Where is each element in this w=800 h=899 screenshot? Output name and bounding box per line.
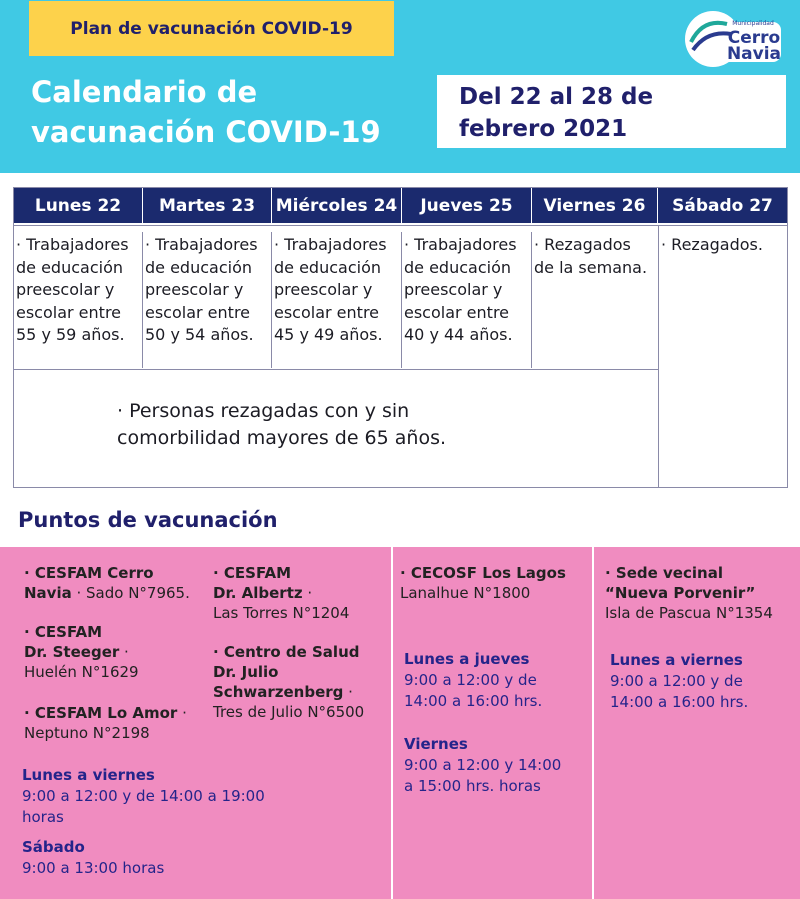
logo-word-navia: Navia [726,44,782,64]
location-cesfam-lo-amor [24,703,214,743]
cell-line: de educación [145,257,252,277]
location-name: “Nueva Porvenir” [605,584,756,602]
cell-line: de educación [404,257,511,277]
cell-line: escolar entre [404,302,510,322]
logo-small-text: Municipalidad [732,20,774,27]
note-line-1: · Personas rezagadas con y sin [117,400,410,422]
cell-line: · Rezagados. [661,235,763,254]
hours-line: 9:00 a 12:00 y de [404,671,537,689]
cell-line: escolar entre [274,302,380,322]
cell-line: preescolar y [404,280,503,299]
title-line-1: Calendario de [31,75,258,109]
row-divider [14,369,659,370]
separator: · [302,584,313,602]
location-address: · Sado N°7965. [71,584,190,602]
separator: · [177,704,187,722]
location-name: Dr. Steeger [24,643,120,661]
date-line-2: febrero 2021 [459,116,628,142]
column-divider [391,547,393,899]
location-address: Huelén N°1629 [24,663,139,681]
cell-line: preescolar y [145,280,244,299]
location-centro-salud [213,642,388,722]
day-header-friday: Viernes 26 [532,188,658,223]
day-header-saturday: Sábado 27 [658,188,787,223]
logo-word-cerro: Cerro [727,28,781,48]
cell-line: 50 y 54 años. [145,325,254,344]
location-address: Isla de Pascua N°1354 [605,604,773,622]
cell-line: · Trabajadores [16,235,129,254]
location-cesfam-albertz [213,563,388,623]
date-range-box [437,75,786,148]
location-name: · Sede vecinal [605,564,723,582]
location-name: Dr. Julio [213,663,279,681]
location-name: · CECOSF Los Lagos [400,564,566,582]
location-name: · CESFAM [24,623,103,641]
schedule-cell-monday [14,232,143,368]
plan-label: Plan de vacunación COVID-19 [29,1,394,56]
hours-line: 9:00 a 12:00 y de [610,672,743,690]
day-header-wednesday: Miércoles 24 [272,188,402,223]
location-name: Dr. Albertz [213,584,303,602]
schedule-cell-thursday [402,232,532,368]
cell-line: preescolar y [16,280,115,299]
hours-text [22,786,382,828]
page-title [31,72,431,152]
location-cesfam-steeger [24,622,214,682]
hours-heading: Lunes a jueves [404,650,530,668]
hours-line: a 15:00 hrs. horas [404,777,541,795]
schedule-cell-tuesday [143,232,272,368]
location-name: · CESFAM Cerro [24,564,154,582]
puntos-title: Puntos de vacunación [18,508,278,532]
hours-text [610,671,795,713]
hours-text [404,755,589,797]
location-address: Tres de Julio N°6500 [213,703,365,721]
title-line-2: vacunación COVID-19 [31,115,381,149]
schedule-cell-friday [532,232,659,368]
schedule-cell-saturday [659,232,787,368]
cell-line: · Rezagados [534,235,631,254]
location-address: Neptuno N°2198 [24,724,150,742]
rezagados-note [117,398,587,452]
schedule-table [13,187,788,488]
location-sede-vecinal [605,563,797,623]
cell-line: preescolar y [274,280,373,299]
location-name: · Centro de Salud [213,643,360,661]
cell-line: · Trabajadores [145,235,258,254]
hours-text [404,670,589,712]
cell-line: de la semana. [534,257,648,277]
location-name: Navia [24,584,72,602]
cell-line: escolar entre [145,302,251,322]
day-header-tuesday: Martes 23 [143,188,272,223]
note-line-2: comorbilidad mayores de 65 años. [117,427,447,449]
hours-heading: Lunes a viernes [610,651,743,669]
location-name: Schwarzenberg [213,683,344,701]
day-header-monday: Lunes 22 [14,188,143,223]
hours-line: 9:00 a 13:00 horas [22,859,165,877]
cell-line: · Trabajadores [404,235,517,254]
location-address: Lanalhue N°1800 [400,584,531,602]
location-cesfam-cerro-navia [24,563,214,603]
date-line-1: Del 22 al 28 de [459,84,654,110]
cell-line: de educación [16,257,123,277]
location-cecosf-los-lagos [400,563,588,603]
location-name: · CESFAM Lo Amor [24,704,178,722]
hours-line: 9:00 a 12:00 y de 14:00 a 19:00 [22,787,265,805]
separator: · [119,643,129,661]
cell-line: de educación [274,257,381,277]
separator: · [343,683,353,701]
hours-line: 14:00 a 16:00 hrs. [404,692,543,710]
hours-heading: Viernes [404,735,468,753]
cell-line: 40 y 44 años. [404,325,513,344]
header-banner [0,0,800,173]
column-divider [592,547,594,899]
day-header-thursday: Jueves 25 [402,188,532,223]
cerro-navia-logo [683,8,783,70]
cell-line: · Trabajadores [274,235,387,254]
schedule-cell-wednesday [272,232,402,368]
hours-heading: Sábado [22,838,85,856]
cell-line: 55 y 59 años. [16,325,125,344]
hours-line: 9:00 a 12:00 y 14:00 [404,756,562,774]
hours-line: 14:00 a 16:00 hrs. [610,693,749,711]
hours-heading: Lunes a viernes [22,766,155,784]
location-address: Las Torres N°1204 [213,604,350,622]
header-divider [14,225,787,226]
cell-line: escolar entre [16,302,122,322]
hours-line: horas [22,808,64,826]
location-name: · CESFAM [213,564,292,582]
cell-line: 45 y 49 años. [274,325,383,344]
saturday-divider [658,225,659,488]
